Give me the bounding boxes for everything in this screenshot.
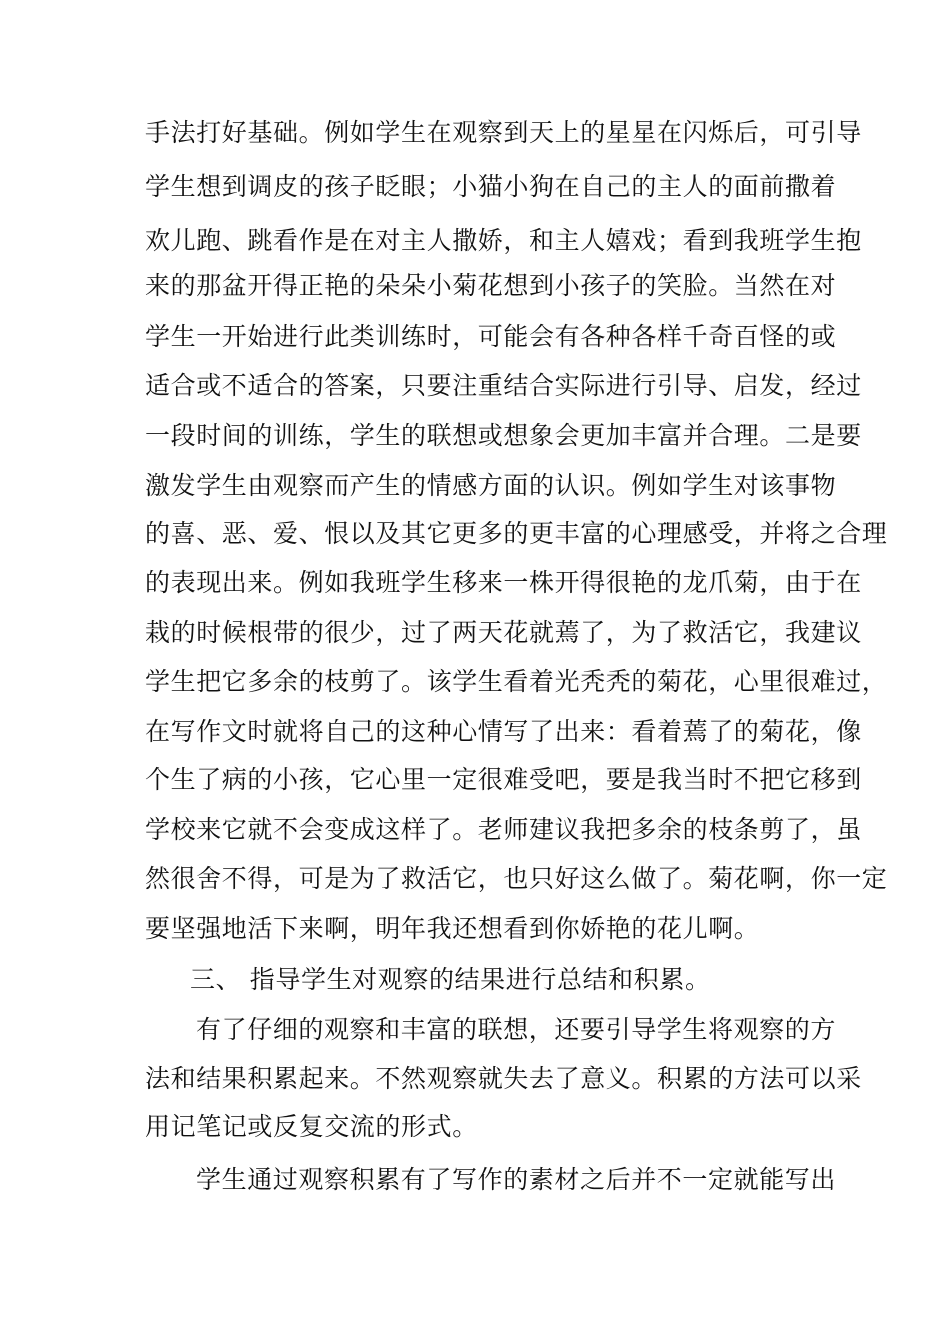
text-line: 来的那盆开得正艳的朵朵小菊花想到小孩子的笑脸。当然在对 [145,271,837,300]
text-line: 要坚强地活下来啊，明年我还想看到你娇艳的花儿啊。 [145,914,760,943]
text-line: 法和结果积累起来。不然观察就失去了意义。积累的方法可以采 [145,1064,862,1093]
text-line: 激发学生由观察而产生的情感方面的认识。例如学生对该事物 [145,471,837,500]
text-line: 学生想到调皮的孩子眨眼；小猫小狗在自己的主人的面前撒着 [145,172,837,201]
section-heading: 三、 指导学生对观察的结果进行总结和积累。 [190,965,711,994]
text-line: 学生一开始进行此类训练时，可能会有各种各样千奇百怪的或 [145,322,837,351]
text-line: 手法打好基础。例如学生在观察到天上的星星在闪烁后，可引导 [145,118,862,147]
text-line: 适合或不适合的答案，只要注重结合实际进行引导、启发，经过 [145,371,862,400]
text-line: 栽的时候根带的很少，过了两天花就蔫了，为了救活它，我建议 [145,618,862,647]
text-line: 一段时间的训练，学生的联想或想象会更加丰富并合理。二是要 [145,421,862,450]
text-line: 的表现出来。例如我班学生移来一株开得很艳的龙爪菊，由于在 [145,568,862,597]
text-line: 学校来它就不会变成这样了。老师建议我把多余的枝条剪了，虽 [145,815,862,844]
text-line: 欢儿跑、跳看作是在对主人撒娇，和主人嬉戏；看到我班学生抱 [145,226,862,255]
text-line: 学生把它多余的枝剪了。该学生看着光秃秃的菊花，心里很难过， [145,667,888,696]
paragraph-first-line: 学生通过观察积累有了写作的素材之后并不一定就能写出 [196,1165,837,1194]
text-line: 的喜、恶、爱、恨以及其它更多的更丰富的心理感受，并将之合理 [145,519,888,548]
text-line: 个生了病的小孩，它心里一定很难受吧，要是我当时不把它移到 [145,765,862,794]
text-line: 用记笔记或反复交流的形式。 [145,1112,478,1141]
paragraph-first-line: 有了仔细的观察和丰富的联想，还要引导学生将观察的方 [196,1015,837,1044]
text-line: 然很舍不得，可是为了救活它，也只好这么做了。菊花啊，你一定 [145,864,888,893]
text-line: 在写作文时就将自己的这种心情写了出来：看着蔫了的菊花，像 [145,717,862,746]
